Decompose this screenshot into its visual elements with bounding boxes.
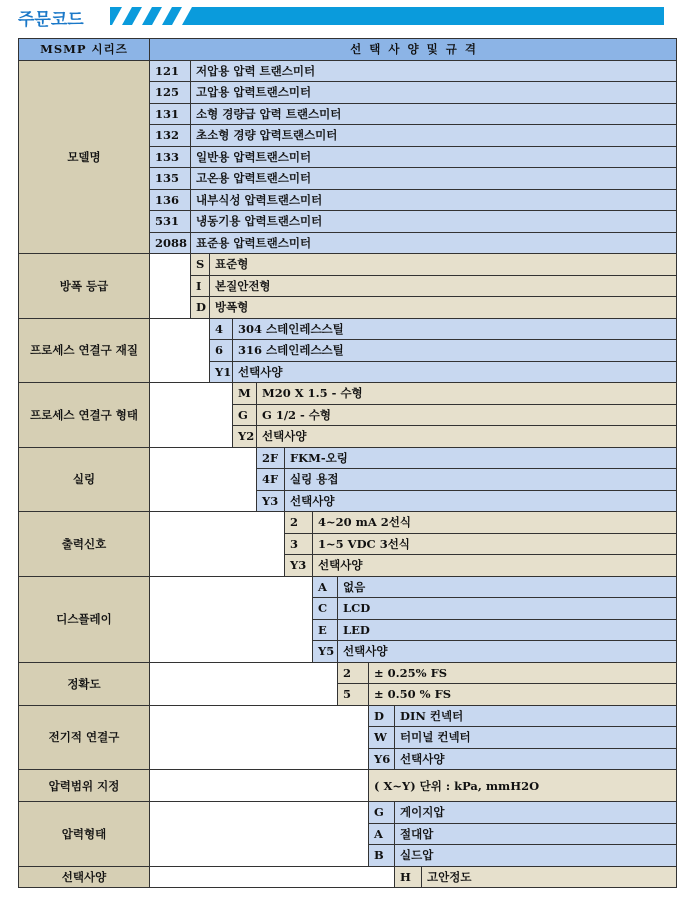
option-code: 135 <box>150 168 191 190</box>
group-label-sealing: 실링 <box>19 447 150 512</box>
group-label-option: 선택사양 <box>19 866 150 888</box>
table-row <box>19 770 677 802</box>
option-desc: M20 X 1.5 - 수형 <box>257 383 677 405</box>
option-code: 133 <box>150 146 191 168</box>
option-code: 125 <box>150 82 191 104</box>
option-code: 136 <box>150 189 191 211</box>
option-code: G <box>233 404 257 426</box>
option-code: M <box>233 383 257 405</box>
option-desc: 냉동기용 압력트랜스미터 <box>191 211 677 233</box>
blank-cell <box>150 447 257 512</box>
option-code: 121 <box>150 60 191 82</box>
group-label-output: 출력신호 <box>19 512 150 577</box>
option-code: E <box>313 619 338 641</box>
blank-cell <box>150 576 313 662</box>
option-code: Y3 <box>257 490 285 512</box>
option-code: 3 <box>285 533 313 555</box>
option-desc: 터미널 컨넥터 <box>395 727 677 749</box>
option-desc: 실링 용접 <box>285 469 677 491</box>
table-row <box>19 447 677 469</box>
option-code: Y5 <box>313 641 338 663</box>
blank-cell <box>150 254 191 319</box>
page-title: 주문코드 <box>18 10 84 30</box>
option-code: W <box>369 727 395 749</box>
option-code: D <box>369 705 395 727</box>
header-series: MSMP 시리즈 <box>19 39 150 61</box>
blank-cell <box>150 802 369 867</box>
option-code: 531 <box>150 211 191 233</box>
table-row <box>19 60 677 82</box>
option-desc: LCD <box>338 598 677 620</box>
option-code: Y2 <box>233 426 257 448</box>
header-selection: 선 택 사 양 및 규 격 <box>150 39 677 61</box>
option-desc: FKM-오링 <box>285 447 677 469</box>
option-desc: 316 스테인레스스틸 <box>233 340 677 362</box>
option-desc: DIN 컨넥터 <box>395 705 677 727</box>
option-desc: 방폭형 <box>210 297 677 319</box>
option-desc: 선택사양 <box>285 490 677 512</box>
option-code: C <box>313 598 338 620</box>
option-desc: 내부식성 압력트랜스미터 <box>191 189 677 211</box>
option-code: 5 <box>338 684 369 706</box>
option-desc: 304 스테인레스스틸 <box>233 318 677 340</box>
option-desc: 선택사양 <box>313 555 677 577</box>
option-desc: 소형 경량급 압력 트랜스미터 <box>191 103 677 125</box>
option-code: A <box>313 576 338 598</box>
option-code: 2 <box>338 662 369 684</box>
option-desc: 표준용 압력트랜스미터 <box>191 232 677 254</box>
blank-cell <box>150 770 369 802</box>
option-desc: 선택사양 <box>338 641 677 663</box>
table-row <box>19 802 677 824</box>
blank-cell <box>150 705 369 770</box>
option-desc: 고압용 압력트랜스미터 <box>191 82 677 104</box>
group-label-ptype: 압력형태 <box>19 802 150 867</box>
option-desc: 고안정도 <box>422 866 677 888</box>
option-desc: G 1/2 - 수형 <box>257 404 677 426</box>
blank-cell <box>150 383 233 448</box>
group-label-explosion: 방폭 등급 <box>19 254 150 319</box>
blank-cell <box>150 662 338 705</box>
table-row <box>19 866 677 888</box>
option-code: D <box>191 297 210 319</box>
option-desc: 1~5 VDC 3선식 <box>313 533 677 555</box>
option-desc: ± 0.50 % FS <box>369 684 677 706</box>
option-code: S <box>191 254 210 276</box>
group-label-display: 디스플레이 <box>19 576 150 662</box>
table-row <box>19 512 677 534</box>
blank-cell <box>150 866 395 888</box>
option-code: H <box>395 866 422 888</box>
option-desc: 본질안전형 <box>210 275 677 297</box>
blank-cell <box>150 512 285 577</box>
header-row <box>19 39 677 61</box>
option-code: G <box>369 802 395 824</box>
order-code-table <box>18 38 677 888</box>
option-desc: 선택사양 <box>257 426 677 448</box>
option-desc: ± 0.25% FS <box>369 662 677 684</box>
table-row <box>19 254 677 276</box>
option-code: 132 <box>150 125 191 147</box>
group-label-material: 프로세스 연결구 재질 <box>19 318 150 383</box>
option-code: A <box>369 823 395 845</box>
table-row <box>19 662 677 684</box>
option-desc: 표준형 <box>210 254 677 276</box>
group-label-accuracy: 정확도 <box>19 662 150 705</box>
table-row <box>19 383 677 405</box>
table-row <box>19 576 677 598</box>
group-label-connection: 프로세스 연결구 형태 <box>19 383 150 448</box>
option-code: 4F <box>257 469 285 491</box>
option-code: 2088 <box>150 232 191 254</box>
blank-cell <box>150 318 210 383</box>
group-label-electrical: 전기적 연결구 <box>19 705 150 770</box>
option-desc: 선택사양 <box>395 748 677 770</box>
option-code: I <box>191 275 210 297</box>
option-desc: 4~20 mA 2선식 <box>313 512 677 534</box>
option-code: Y1 <box>210 361 233 383</box>
option-desc: 게이지압 <box>395 802 677 824</box>
option-code: 2F <box>257 447 285 469</box>
option-desc: 선택사양 <box>233 361 677 383</box>
option-code: 6 <box>210 340 233 362</box>
option-code: B <box>369 845 395 867</box>
option-code: 4 <box>210 318 233 340</box>
option-desc: 저압용 압력 트랜스미터 <box>191 60 677 82</box>
option-desc: 없음 <box>338 576 677 598</box>
option-desc: 일반용 압력트랜스미터 <box>191 146 677 168</box>
option-code: Y6 <box>369 748 395 770</box>
group-label-model: 모델명 <box>19 60 150 254</box>
group-label-range: 압력범위 지정 <box>19 770 150 802</box>
option-code: 131 <box>150 103 191 125</box>
option-desc: LED <box>338 619 677 641</box>
option-desc: 절대압 <box>395 823 677 845</box>
option-desc: 고온용 압력트랜스미터 <box>191 168 677 190</box>
title-decoration-bar <box>110 7 664 25</box>
option-code: Y3 <box>285 555 313 577</box>
option-code: 2 <box>285 512 313 534</box>
option-desc: 초소형 경량 압력트랜스미터 <box>191 125 677 147</box>
table-row <box>19 318 677 340</box>
option-desc: ( X~Y) 단위 : kPa, mmH2O <box>369 770 677 802</box>
option-desc: 실드압 <box>395 845 677 867</box>
table-row <box>19 705 677 727</box>
